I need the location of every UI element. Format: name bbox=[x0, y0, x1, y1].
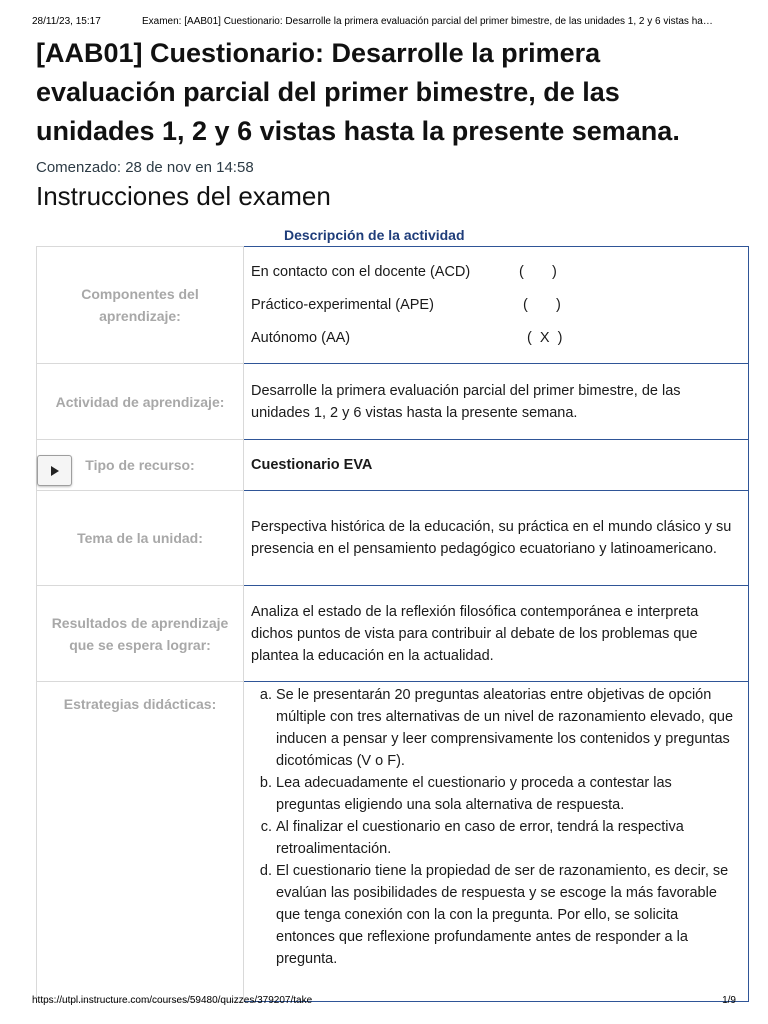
quiz-started-time: Comenzado: 28 de nov en 14:58 bbox=[36, 159, 254, 176]
print-url: https://utpl.instructure.com/courses/59480/quizzes/379207/take bbox=[32, 995, 313, 1006]
strategy-item: b. Lea adecuadamente el cuestionario y proceda a contestar las preguntas eligiendo una sola alternativa de respuesta. bbox=[276, 772, 738, 816]
instructions-heading: Instrucciones del examen bbox=[36, 181, 331, 211]
row-components bbox=[37, 247, 749, 364]
resource-label-cell bbox=[37, 440, 244, 491]
play-icon bbox=[51, 466, 59, 476]
print-date: 28/11/23, 15:17 bbox=[32, 16, 101, 27]
results-value: Analiza el estado de la reflexión filosófica contemporánea e interpreta dichos puntos de vista para contribuir al debate de los problemas que plantea la educación en la actualidad. bbox=[244, 586, 749, 682]
row-activity bbox=[37, 364, 749, 440]
activity-description-table bbox=[36, 246, 749, 1002]
strategies-label: Estrategias didácticas: bbox=[37, 682, 244, 1002]
strategy-item: a. Se le presentarán 20 preguntas aleatorias entre objetivas de opción múltiple con tres alternativas de un nivel de razonamiento elevado, que inducen a pensar y leer comprensivamente los contenidos y preguntas dicotómicas (V o F). bbox=[276, 684, 738, 772]
play-button[interactable] bbox=[37, 455, 72, 486]
results-label: Resultados de aprendizaje que se espera lograr: bbox=[37, 586, 244, 682]
components-value bbox=[244, 247, 749, 364]
print-page-number: 1/9 bbox=[722, 995, 736, 1006]
activity-value: Desarrolle la primera evaluación parcial del primer bimestre, de las unidades 1, 2 y 6 vistas hasta la presente semana. bbox=[244, 364, 749, 440]
print-header bbox=[32, 16, 744, 27]
component-acd: En contacto con el docente (ACD) ( ) bbox=[251, 264, 557, 280]
table-caption: Descripción de la actividad bbox=[284, 227, 465, 243]
strategies-list bbox=[251, 684, 738, 970]
row-resource bbox=[37, 440, 749, 491]
theme-value: Perspectiva histórica de la educación, su práctica en el mundo clásico y su presencia en el pensamiento pedagógico ecuatoriano y latinoamericano. bbox=[244, 491, 749, 586]
resource-value: Cuestionario EVA bbox=[244, 440, 749, 491]
print-footer bbox=[32, 995, 736, 1006]
row-results bbox=[37, 586, 749, 682]
resource-label: Tipo de recurso: bbox=[85, 457, 195, 473]
strategies-value bbox=[244, 682, 749, 1002]
theme-label: Tema de la unidad: bbox=[37, 491, 244, 586]
component-ape: Práctico-experimental (APE) ( ) bbox=[251, 297, 561, 313]
strategy-item: d. El cuestionario tiene la propiedad de ser de razonamiento, es decir, se evalúan las posibilidades de respuesta y se escoge la más favorable que tenga conexión con la con la pregunta. Por ello, se solicita entonces que reflexione profundamente antes de responder a la pregunta. bbox=[276, 860, 738, 970]
quiz-title: [AAB01] Cuestionario: Desarrolle la primera evaluación parcial del primer bimestre, de las unidades 1, 2 y 6 vistas hasta la presente semana. bbox=[36, 38, 680, 146]
component-aa: Autónomo (AA) ( X ) bbox=[251, 330, 563, 346]
print-page-title: Examen: [AAB01] Cuestionario: Desarrolle la primera evaluación parcial del primer bimestre, de las unidades 1, 2 y 6 vistas ha… bbox=[142, 16, 713, 27]
activity-label: Actividad de aprendizaje: bbox=[37, 364, 244, 440]
strategy-item: c. Al finalizar el cuestionario en caso de error, tendrá la respectiva retroalimentación. bbox=[276, 816, 738, 860]
row-strategies bbox=[37, 682, 749, 1002]
row-theme bbox=[37, 491, 749, 586]
components-label: Componentes del aprendizaje: bbox=[37, 247, 244, 364]
